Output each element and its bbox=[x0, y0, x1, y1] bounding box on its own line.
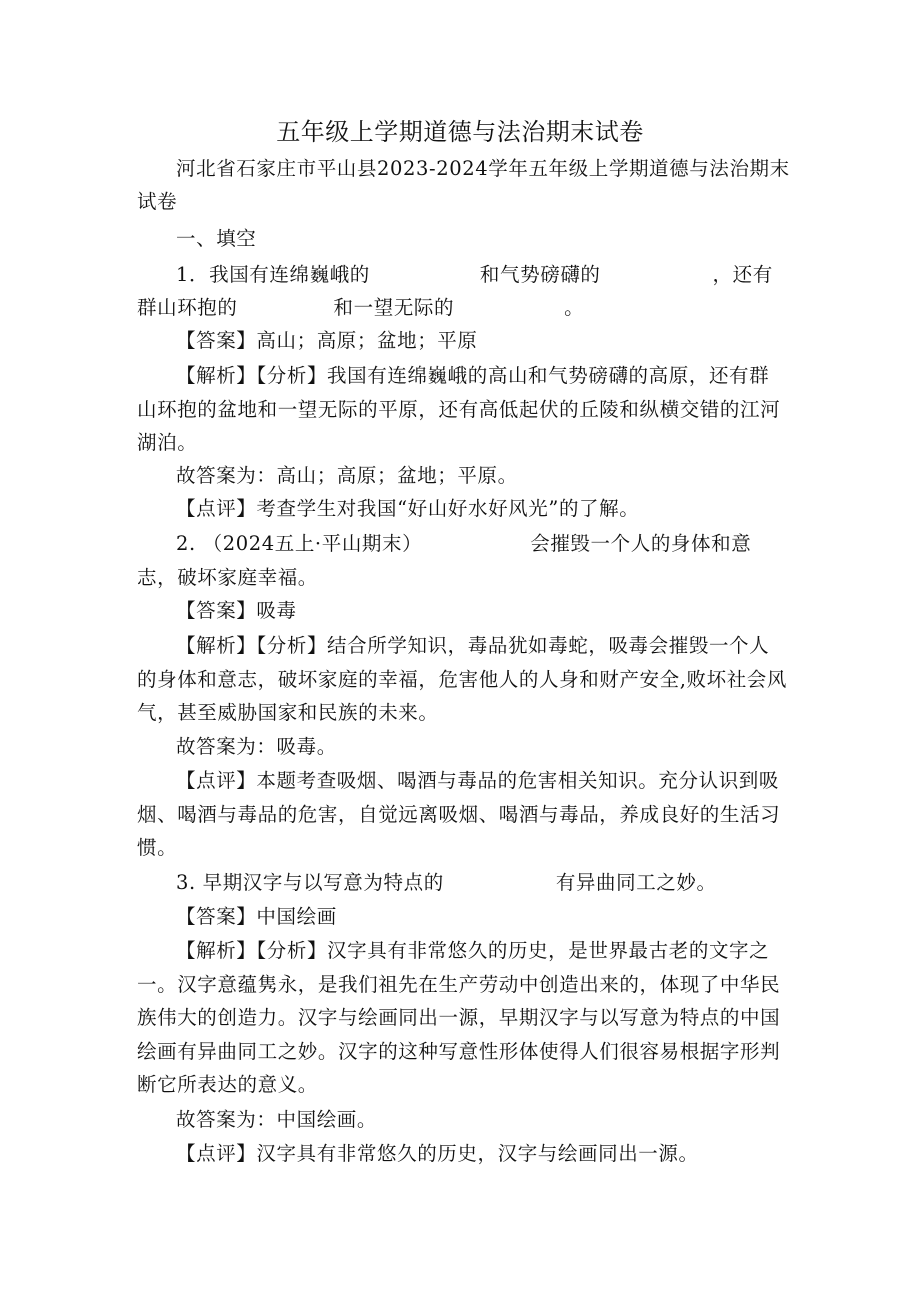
analysis-line: 【解析】【分析】我国有连绵巍峨的高山和气势磅礴的高原，还有群 bbox=[176, 364, 770, 387]
source-line: 试卷 bbox=[137, 190, 178, 213]
answer-line: 【答案】高山；高原；盆地；平原 bbox=[176, 329, 478, 352]
analysis-line: 【解析】【分析】汉字具有非常悠久的历史，是世界最古老的文字之 bbox=[176, 939, 770, 962]
question-3: 3. 早期汉字与以写意为特点的 有异曲同工之妙。 bbox=[176, 871, 717, 894]
analysis-line: 【解析】【分析】结合所学知识，毒品犹如毒蛇，吸毒会摧毁一个人 bbox=[176, 634, 770, 657]
comment-line: 烟、喝酒与毒品的危害，自觉远离吸烟、喝酒与毒品，养成良好的生活习 bbox=[137, 803, 781, 826]
final-answer: 故答案为：高山；高原；盆地；平原。 bbox=[176, 464, 518, 487]
question-2: 2. （2024五上·平山期末） 会摧毁一个人的身体和意 bbox=[176, 532, 752, 555]
page-title: 五年级上学期道德与法治期末试卷 bbox=[276, 118, 644, 146]
analysis-line: 山环抱的盆地和一望无际的平原，还有高低起伏的丘陵和纵横交错的江河 bbox=[137, 398, 781, 421]
comment-line: 【点评】考查学生对我国“好山好水好风光”的了解。 bbox=[176, 497, 640, 520]
analysis-line: 气，甚至威胁国家和民族的未来。 bbox=[137, 701, 439, 724]
answer-line: 【答案】吸毒 bbox=[176, 599, 297, 622]
final-answer: 故答案为：中国绘画。 bbox=[176, 1108, 378, 1131]
section-heading: 一、填空 bbox=[176, 227, 257, 250]
analysis-line: 族伟大的创造力。汉字与绘画同出一源，早期汉字与以写意为特点的中国 bbox=[137, 1006, 781, 1029]
final-answer: 故答案为：吸毒。 bbox=[176, 735, 337, 758]
question-2-cont: 志，破坏家庭幸福。 bbox=[137, 566, 318, 589]
analysis-line: 的身体和意志，破坏家庭的幸福，危害他人的人身和财产安全,败坏社会风 bbox=[137, 668, 787, 691]
analysis-line: 一。汉字意蕴隽永，是我们祖先在生产劳动中创造出来的，体现了中华民 bbox=[137, 973, 781, 996]
comment-line: 【点评】本题考查吸烟、喝酒与毒品的危害相关知识。充分认识到吸 bbox=[176, 769, 780, 792]
analysis-line: 断它所表达的意义。 bbox=[137, 1073, 318, 1096]
answer-line: 【答案】中国绘画 bbox=[176, 905, 337, 928]
source-line: 河北省石家庄市平山县2023-2024学年五年级上学期道德与法治期末 bbox=[176, 157, 790, 180]
question-1: 1．我国有连绵巍峨的 和气势磅礴的 ，还有 bbox=[176, 263, 773, 286]
question-1-cont: 群山环抱的 和一望无际的 。 bbox=[137, 296, 585, 319]
comment-line: 【点评】汉字具有非常悠久的历史，汉字与绘画同出一源。 bbox=[176, 1142, 699, 1165]
analysis-line: 湖泊。 bbox=[137, 431, 198, 454]
comment-line: 惯。 bbox=[137, 836, 178, 859]
analysis-line: 绘画有异曲同工之妙。汉字的这种写意性形体使得人们很容易根据字形判 bbox=[137, 1040, 781, 1063]
